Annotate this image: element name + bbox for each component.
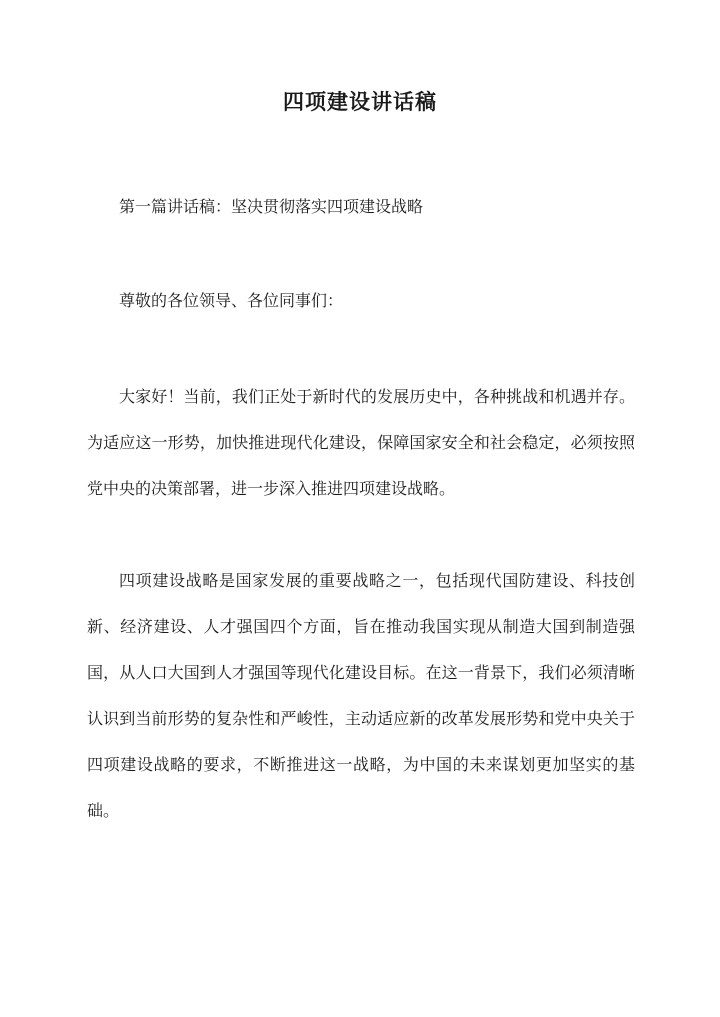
section-heading: 第一篇讲话稿：坚决贯彻落实四项建设战略 — [119, 197, 424, 216]
body-paragraph: 大家好！当前，我们正处于新时代的发展历史中，各种挑战和机遇并存。为适应这一形势，加快推进现代化建设，保障国家安全和社会稳定，必须按照党中央的决策部署，进一步深入推进四项建设战略。 — [87, 387, 635, 498]
salutation: 尊敬的各位领导、各位同事们： — [119, 291, 344, 310]
body-paragraph: 四项建设战略是国家发展的重要战略之一，包括现代国防建设、科技创新、经济建设、人才强国四个方面，旨在推动我国实现从制造大国到制造强国，从人口大国到人才强国等现代化建设目标。在这一背景下，我们必须清晰认识到当前形势的复杂性和严峻性，主动适应新的改革发展形势和党中央关于四项建设战略的要求，不断推进这一战略，为中国的未来谋划更加坚实的基础。 — [87, 571, 635, 820]
document-title: 四项建设讲话稿 — [283, 89, 437, 114]
